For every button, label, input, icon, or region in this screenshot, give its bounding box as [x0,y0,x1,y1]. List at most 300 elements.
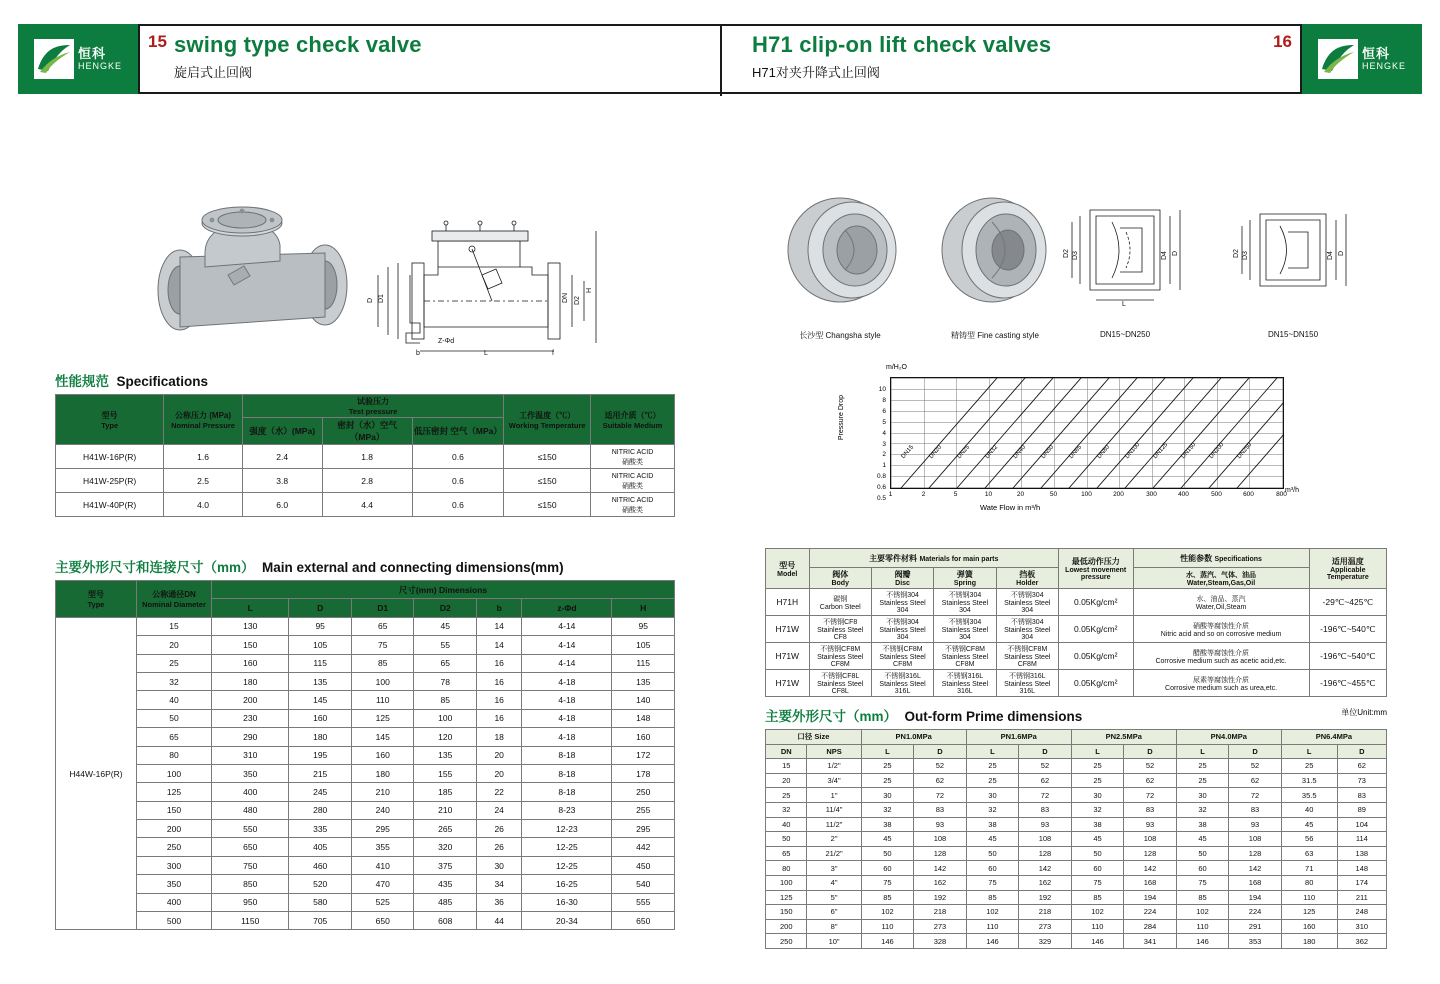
table-cell: 38 [861,817,914,832]
dimensions-section [55,556,675,930]
label-H: H [586,287,593,293]
table-cell: 62 [1229,773,1282,788]
table-cell: 328 [914,934,967,949]
table-cell: 146 [861,934,914,949]
table-cell: 89 [1337,802,1386,817]
table-cell: 45 [1071,832,1124,847]
table-row [766,919,1387,934]
table-cell: 1" [807,788,861,803]
svg-text:D: D [1338,250,1345,256]
table-cell: 108 [1019,832,1072,847]
table-cell: 75 [351,636,414,654]
table-cell: 248 [1337,905,1386,920]
dim-col-header: D [289,599,352,617]
chart-series-label: DN100 [1124,441,1142,460]
table-cell: 265 [414,820,477,838]
table-cell: 0.05Kg/cm² [1058,589,1133,616]
chart-x-tick: 10 [984,491,993,498]
svg-text:D3: D3 [1242,251,1249,260]
table-cell: 280 [289,801,352,819]
table-cell: 148 [1337,861,1386,876]
table-cell: 60 [966,861,1019,876]
table-cell: 不锈钢304 Stainless Steel 304 [934,616,996,643]
table-cell: 8-18 [522,783,612,801]
label-L: L [484,350,488,355]
table-cell: 3/4" [807,773,861,788]
table-cell: 525 [351,893,414,911]
table-row [766,616,1387,643]
header-left-section [140,26,722,92]
table-cell: 142 [1229,861,1282,876]
table-cell: 128 [1019,846,1072,861]
out-col-header: L [966,744,1019,759]
table-cell: 50 [137,709,212,727]
fine-casting-style-photo [942,198,1046,302]
table-cell: 150 [766,905,807,920]
chart-y-tick: 10 [878,385,886,393]
table-cell: 110 [1071,919,1124,934]
table-cell: 100 [414,709,477,727]
table-row [56,838,675,856]
chart-y-tick: 6 [882,407,886,415]
table-cell: 醋酸等腐蚀性介质 Corrosive medium such as acetic acid,etc. [1133,643,1309,670]
table-cell: 108 [1124,832,1177,847]
header-right-title-en: H71 clip-on lift check valves [752,32,1052,57]
table-cell: 240 [351,801,414,819]
table-cell: 8-18 [522,746,612,764]
table-cell: 104 [1337,817,1386,832]
table-cell: 11/4" [807,802,861,817]
table-cell: 32 [1176,802,1229,817]
table-cell: 14 [477,636,522,654]
table-cell: 230 [212,709,289,727]
header-right-section [722,26,1300,92]
table-cell: 650 [612,912,675,930]
table-cell: 12-23 [522,820,612,838]
table-cell: 25 [1071,759,1124,774]
table-cell: 50 [966,846,1019,861]
table-cell: 75 [1071,875,1124,890]
table-row [766,773,1387,788]
chart-series-label: DN200 [1208,441,1226,460]
table-cell: 460 [289,856,352,874]
table-cell: 83 [1337,788,1386,803]
table-cell: 110 [1176,919,1229,934]
table-cell: 310 [1337,919,1386,934]
table-cell: 120 [414,728,477,746]
table-cell: 16 [477,654,522,672]
svg-text:L: L [1122,301,1126,308]
dim-col-header: L [212,599,289,617]
changsha-style-photo [788,198,896,302]
table-cell: 不锈钢CF8L Stainless Steel CF8L [809,670,871,697]
label-D2: D2 [574,296,581,305]
table-row [56,893,675,911]
table-cell: 25 [1176,759,1229,774]
table-cell: 18 [477,728,522,746]
chart-y-tick: 1 [882,461,886,469]
table-row [56,746,675,764]
table-cell: 172 [612,746,675,764]
dim-col-header: D1 [351,599,414,617]
table-cell: 300 [137,856,212,874]
table-cell: 400 [137,893,212,911]
table-cell: 125 [1281,905,1337,920]
table-cell: 83 [1124,802,1177,817]
outform-title: 主要外形尺寸（mm） Out-form Prime dimensions [765,709,1083,724]
table-cell: 不锈钢304 Stainless Steel 304 [871,589,933,616]
table-cell: 12-25 [522,838,612,856]
table-cell: 146 [966,934,1019,949]
table-cell: 200 [766,919,807,934]
chart-series-label: DN50 [1040,444,1056,460]
chart-series-label: DN65 [1068,444,1084,460]
table-cell: H71W [766,643,810,670]
header-right-title-cn: H71对夹升降式止回阀 [752,65,880,81]
out-col-header: D [1124,744,1177,759]
chart-y-tick: 0.5 [876,494,886,502]
table-cell: 78 [414,672,477,690]
table-row [766,832,1387,847]
table-row [56,691,675,709]
chart-x-tick: 300 [1146,491,1157,498]
table-cell: 520 [289,875,352,893]
table-cell: 142 [1124,861,1177,876]
caption-dn15-250: DN15~DN250 [1099,330,1151,339]
table-cell: 62 [1124,773,1177,788]
table-cell: 168 [1124,875,1177,890]
table-cell: 142 [914,861,967,876]
svg-text:D2: D2 [1233,249,1240,258]
table-cell: 114 [1337,832,1386,847]
table-cell: 10" [807,934,861,949]
label-b: b [416,350,420,355]
table-cell: 470 [351,875,414,893]
chart-x-tick: 500 [1211,491,1222,498]
table-cell: 100 [766,875,807,890]
table-cell: 72 [1229,788,1282,803]
table-row [56,912,675,930]
table-cell: 16 [477,672,522,690]
table-cell: 135 [414,746,477,764]
table-cell: 210 [351,783,414,801]
table-cell: 65 [766,846,807,861]
table-cell: 353 [1229,934,1282,949]
table-cell: 2" [807,832,861,847]
table-cell: 160 [351,746,414,764]
table-cell: 435 [414,875,477,893]
table-cell: 150 [212,636,289,654]
page-number-right: 16 [1273,32,1292,51]
table-cell: 290 [212,728,289,746]
chart-y-tick: 0.6 [876,483,886,491]
table-cell: 85 [966,890,1019,905]
table-cell: 608 [414,912,477,930]
table-cell: 218 [914,905,967,920]
table-cell: 0.05Kg/cm² [1058,643,1133,670]
table-cell: 485 [414,893,477,911]
label-DN: DN [562,292,569,303]
table-cell: 185 [414,783,477,801]
table-row [766,934,1387,949]
table-cell: 72 [914,788,967,803]
table-cell: 8-18 [522,764,612,782]
table-cell: 442 [612,838,675,856]
table-cell: 83 [914,802,967,817]
table-cell: 32 [1071,802,1124,817]
table-cell: 160 [289,709,352,727]
table-cell: 1150 [212,912,289,930]
table-cell: 250 [612,783,675,801]
table-cell: 350 [212,764,289,782]
table-cell: 329 [1019,934,1072,949]
out-col-header: NPS [807,744,861,759]
out-col-header: D [1019,744,1072,759]
materials-table: 型号 Model 主要零件材料 Materials for main parts 最低动作压力 Lowest movement pressure 性能参数 Specifications 适用温度 Applicable Temperature 阀体 Body 阀瓣 Disc 弹簧 Spring 挡板 Holder 水、蒸汽、气体、油品 Water,Steam,Gas,Oil H71H 碳钢 Carbon Steel 不锈钢304 Stainless Steel 304 不锈钢304 Stainless Steel 304 不锈钢304 Stainless Steel 304 0.05Kg/cm² 水、油品、蒸汽 Water,Oil,Steam -29℃~425℃ H71W 不锈钢CF8 Stainless Steel CF8 不锈钢304 Stainless Steel 304 不锈钢304 Stainless Steel 304 不锈钢304 Stainless Steel 304 0.05Kg/cm² 硝酸等腐蚀性介质 Nitric acid and so on corrosive medium -196℃~540℃ H71W 不锈钢CF8M Stainless Steel CF8M 不锈钢CF8M Stainless Steel CF8M 不锈钢CF8M Stainless Steel CF8M 不锈钢CF8M Stainless Steel CF8M 0.05Kg/cm² 醋酸等腐蚀性介质 Corrosive medium such as acetic acid,etc. -196℃~540℃ H71W 不锈钢CF8L Stainless Steel CF8L 不锈钢316L Stainless Steel 316L 不锈钢316L Stainless Steel 316L 不锈钢316L Stainless Steel 316L 0.05Kg/cm² 尿素等腐蚀性介质 Corrosive medium such as urea,etc. -196℃~455℃ [765,548,1387,697]
table-cell: 不锈钢304 Stainless Steel 304 [996,589,1058,616]
chart-series-label: DN20 [928,444,944,460]
table-cell: 4-18 [522,728,612,746]
table-cell: 24 [477,801,522,819]
table-cell: 15 [766,759,807,774]
dim-col-header: D2 [414,599,477,617]
table-cell: 410 [351,856,414,874]
table-cell: 34 [477,875,522,893]
chart-x-tick: 50 [1049,491,1058,498]
table-cell: 不锈钢304 Stainless Steel 304 [996,616,1058,643]
table-cell: 60 [1071,861,1124,876]
table-cell: 284 [1124,919,1177,934]
table-cell: 不锈钢316L Stainless Steel 316L [871,670,933,697]
outform-section [765,705,1387,949]
table-cell: 25 [1176,773,1229,788]
table-cell: 168 [1229,875,1282,890]
table-cell: 295 [612,820,675,838]
table-cell: 45 [414,617,477,635]
svg-text:D3: D3 [1072,251,1079,260]
table-cell: 102 [966,905,1019,920]
chart-series-label: DN125 [1152,441,1170,460]
table-cell: 180 [1281,934,1337,949]
chart-yunit: m/H₂O [886,364,907,371]
outform-table: 口径 Size PN1.0MPa PN1.6MPa PN2.5MPa PN4.0MPa PN6.4MPa DN NPS L D L D L D L D L D 15 1/2" 25 52 25 52 25 52 25 52 25 62 20 3/4" 25 62 25 62 25 62 25 62 31.5 73 25 1" 30 72 30 72 30 72 30 72 35.5 83 32 11/4" 32 83 32 83 32 83 32 83 40 89 40 11/2" 38 93 38 93 38 93 38 93 45 104 50 2" 45 108 45 108 45 108 45 108 56 114 65 21/2" 50 128 50 128 50 128 50 128 63 138 80 3" 60 142 60 142 60 142 60 142 71 148 100 4" 75 162 75 162 75 168 75 168 80 174 125 5" 85 192 85 192 85 194 85 194 110 211 150 6" 102 218 102 218 102 224 102 224 125 248 200 8" 110 273 110 273 110 284 110 291 160 310 250 10" 146 328 146 329 146 341 146 353 180 362 [765,729,1387,949]
table-row [766,643,1387,670]
table-cell: 110 [351,691,414,709]
table-cell: 30 [966,788,1019,803]
table-row [56,728,675,746]
table-cell: 不锈钢316L Stainless Steel 316L [996,670,1058,697]
table-cell: 341 [1124,934,1177,949]
table-cell: 31.5 [1281,773,1337,788]
table-cell: 52 [1019,759,1072,774]
out-col-header: D [1229,744,1282,759]
table-cell: 56 [1281,832,1337,847]
table-cell: 63 [1281,846,1337,861]
specifications-section [55,370,675,517]
table-cell: 65 [414,654,477,672]
h71-valve-figures [760,170,1400,360]
table-cell: 水、油品、蒸汽 Water,Oil,Steam [1133,589,1309,616]
table-cell: 80 [766,861,807,876]
pressure-drop-chart [830,365,1300,525]
table-cell: 4-18 [522,672,612,690]
table-cell: 135 [289,672,352,690]
table-cell: 40 [1281,802,1337,817]
table-cell: 350 [137,875,212,893]
table-cell: 32 [137,672,212,690]
table-cell: 52 [914,759,967,774]
table-cell: 38 [1176,817,1229,832]
table-cell: -196℃~455℃ [1309,670,1386,697]
table-cell: 145 [351,728,414,746]
table-row [56,617,675,635]
table-cell: 22 [477,783,522,801]
table-cell: 130 [212,617,289,635]
table-cell: -196℃~540℃ [1309,616,1386,643]
table-cell: 36 [477,893,522,911]
table-cell: 30 [1071,788,1124,803]
dim-type-label: H44W-16P(R) [56,617,137,930]
svg-text:D4: D4 [1161,251,1168,260]
table-cell: 180 [351,764,414,782]
label-D1: D1 [378,294,385,303]
table-cell: 150 [137,801,212,819]
table-cell: 362 [1337,934,1386,949]
chart-y-tick: 8 [882,396,886,404]
table-cell: 52 [1229,759,1282,774]
table-cell: 255 [612,801,675,819]
table-cell: 不锈钢304 Stainless Steel 304 [934,589,996,616]
table-cell: 32 [861,802,914,817]
table-cell: 25 [966,759,1019,774]
table-cell: 100 [351,672,414,690]
chart-plot-area [890,377,1284,489]
table-row [766,905,1387,920]
table-row [56,820,675,838]
table-cell: 85 [1176,890,1229,905]
table-cell: 75 [966,875,1019,890]
table-cell: H71W [766,670,810,697]
table-cell: 580 [289,893,352,911]
chart-x-tick: 400 [1178,491,1189,498]
table-cell: 210 [414,801,477,819]
table-cell: -29℃~425℃ [1309,589,1386,616]
table-row [56,783,675,801]
table-cell: 20-34 [522,912,612,930]
table-cell: 85 [351,654,414,672]
table-cell: 60 [1176,861,1229,876]
table-cell: 16 [477,709,522,727]
table-cell: 52 [1124,759,1177,774]
table-cell: 4-14 [522,636,612,654]
table-cell: 105 [289,636,352,654]
table-cell: 85 [1071,890,1124,905]
section-dn15-dn150 [1242,214,1346,286]
table-cell: 62 [914,773,967,788]
table-cell: 180 [289,728,352,746]
table-cell: 950 [212,893,289,911]
table-cell: 25 [1281,759,1337,774]
table-cell: 540 [612,875,675,893]
chart-series-label: DN32 [984,444,1000,460]
table-cell: 310 [212,746,289,764]
table-row [56,801,675,819]
dimensions-table: 型号 Type 公称通径DN Nominal Diameter 尺寸(mm) Dimensions L D D1 D2 b z-Φd H H44W-16P(R) 15 130 95 65 45 14 4-14 95 20 150 105 75 55 14 4-14 105 25 160 115 85 65 16 4-14 115 32 180 135 100 78 16 4-18 135 40 200 145 110 85 16 4-18 140 50 230 160 125 100 16 4-18 148 65 290 180 145 120 18 4-18 160 80 310 195 160 135 20 8-18 172 100 350 215 180 155 20 8-18 178 125 400 245 210 185 22 8-18 250 150 480 280 240 210 24 8-23 255 200 550 335 295 265 26 12-23 295 250 650 405 355 320 26 12-25 442 300 750 460 410 375 30 12-25 450 350 850 520 470 435 34 16-25 540 400 950 580 525 485 36 16-30 555 500 1150 705 650 608 44 20-34 650 [55,580,675,930]
table-row [766,759,1387,774]
table-cell: 100 [137,764,212,782]
table-row [56,875,675,893]
table-cell: 72 [1124,788,1177,803]
table-cell: 16-30 [522,893,612,911]
table-cell: 224 [1229,905,1282,920]
page-header [0,24,1440,94]
table-cell: 30 [477,856,522,874]
table-cell: 93 [914,817,967,832]
table-cell: 215 [289,764,352,782]
chart-y-tick: 5 [882,418,886,426]
table-cell: 4-14 [522,654,612,672]
table-cell: 32 [766,802,807,817]
table-cell: 500 [137,912,212,930]
table-cell: 12-25 [522,856,612,874]
table-row [766,788,1387,803]
table-cell: 162 [914,875,967,890]
table-cell: 650 [212,838,289,856]
table-cell: 250 [137,838,212,856]
table-cell: 125 [351,709,414,727]
table-cell: 125 [766,890,807,905]
logo-right [1302,24,1422,94]
table-cell: 不锈钢CF8M Stainless Steel CF8M [871,643,933,670]
table-cell: 295 [351,820,414,838]
table-cell: 50 [1071,846,1124,861]
table-cell: 不锈钢316L Stainless Steel 316L [934,670,996,697]
hengke-logo-icon-right [1318,39,1358,79]
chart-x-tick: 5 [953,491,958,498]
logo-left [18,24,138,94]
table-cell: 200 [212,691,289,709]
label-D: D [367,297,374,303]
chart-series-label: DN250 [1236,441,1254,460]
chart-y-ticks [860,377,888,502]
table-cell: 30 [861,788,914,803]
swing-check-valve-figure [120,175,640,355]
chart-series-label: DN15 [900,444,916,460]
materials-section [765,548,1387,697]
table-cell: 25 [861,773,914,788]
table-cell: 750 [212,856,289,874]
table-cell: 40 [137,691,212,709]
chart-y-tick: 3 [882,440,886,448]
table-cell: 6" [807,905,861,920]
table-cell: 45 [1281,817,1337,832]
table-cell: 不锈钢CF8 Stainless Steel CF8 [809,616,871,643]
table-cell: 148 [612,709,675,727]
table-cell: 不锈钢CF8M Stainless Steel CF8M [996,643,1058,670]
table-cell: 85 [414,691,477,709]
chart-x-tick: 200 [1113,491,1124,498]
table-cell: 194 [1229,890,1282,905]
table-cell: 45 [1176,832,1229,847]
caption-changsha: 长沙型 Changsha style [799,331,881,340]
chart-series-label: DN25 [956,444,972,460]
table-row: H41W-40P(R) 4.0 6.0 4.4 0.6 ≤150 NITRIC ACID 硝酸类 [56,493,675,517]
outform-unit: 单位Unit:mm [1341,708,1387,717]
table-cell: 50 [1176,846,1229,861]
table-cell: 850 [212,875,289,893]
logo-text-cn-right: 恒科 [1361,45,1390,61]
table-row [766,846,1387,861]
